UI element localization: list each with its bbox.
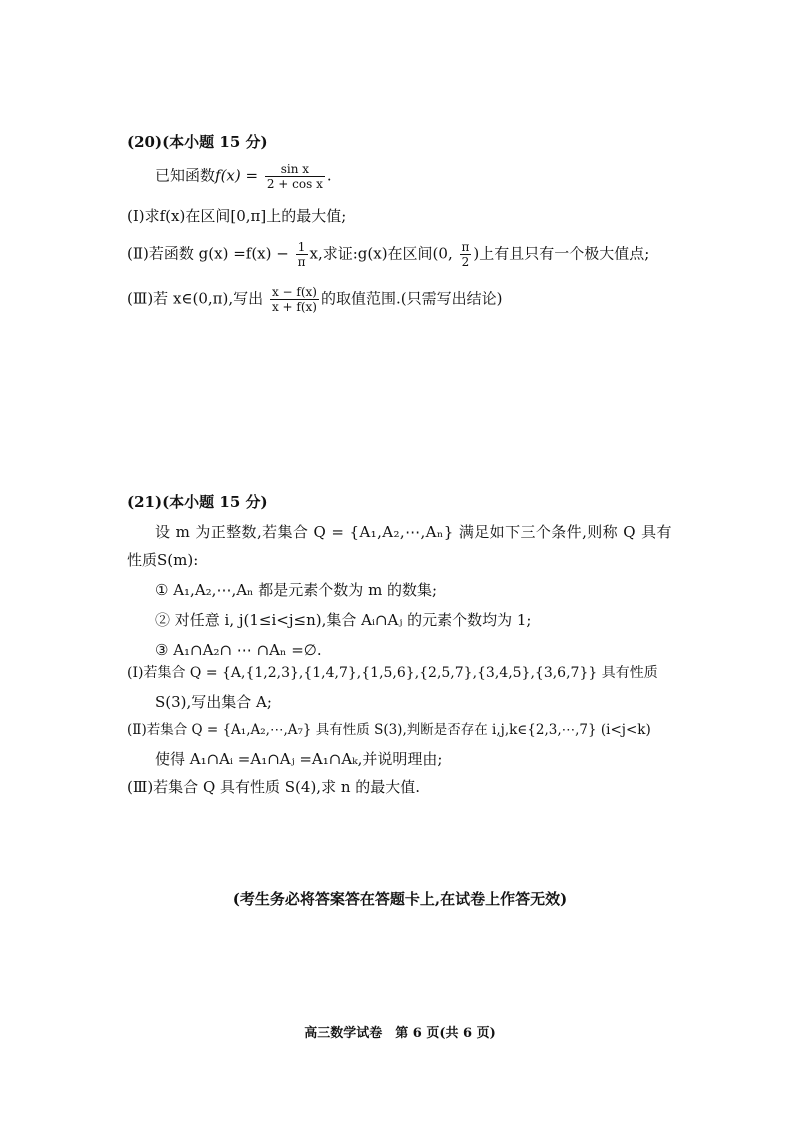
q20-part3-b: 的取值范围.(只需写出结论): [320, 289, 503, 308]
q20-func-den: 2 + cos x: [266, 177, 323, 191]
q21-header: (21)(本小题 15 分): [127, 493, 268, 511]
q20-part3: [127, 285, 502, 314]
q21-intro-line2: 性质S(m):: [127, 551, 199, 569]
page-footer: 高三数学试卷 第 6 页(共 6 页): [304, 1026, 496, 1041]
q20-func-fraction: [265, 162, 325, 191]
q20-part2-frac1-num: 1: [297, 240, 306, 254]
q20-intro-prefix: 已知函数: [155, 166, 216, 185]
q21-condition-3: ③ A₁∩A₂∩ ⋯ ∩Aₙ =∅.: [155, 641, 322, 659]
q21-condition-2: ② 对任意 i, j(1≤i<j≤n),集合 Aᵢ∩Aⱼ 的元素个数均为 1;: [155, 611, 532, 629]
q20-part2-frac2-num: π: [461, 240, 470, 254]
q21-condition-1: ① A₁,A₂,⋯,Aₙ 都是元素个数为 m 的数集;: [155, 581, 438, 599]
q21-part2-line2: 使得 A₁∩Aᵢ =A₁∩Aⱼ =A₁∩Aₖ,并说明理由;: [155, 750, 443, 768]
q20-func-num: sin x: [280, 162, 310, 176]
q21-part3: (Ⅲ)若集合 Q 具有性质 S(4),求 n 的最大值.: [127, 778, 421, 796]
q21-part2-line1: (Ⅱ)若集合 Q = {A₁,A₂,⋯,A₇} 具有性质 S(3),判断是否存在 i,j,k∈{2,3,⋯,7} (i<j<k): [127, 722, 651, 738]
q20-part2-a: (Ⅱ)若函数 g(x) =f(x) −: [127, 244, 289, 263]
q20-header: (20)(本小题 15 分): [127, 133, 268, 151]
q21-intro-line1: 设 m 为正整数,若集合 Q = {A₁,A₂,⋯,Aₙ} 满足如下三个条件,则称 Q 具有: [155, 523, 672, 541]
q20-part2-frac1-den: π: [297, 255, 306, 269]
q21-part1-line2: S(3),写出集合 A;: [155, 693, 272, 711]
q20-part3-frac-den: x + f(x): [271, 300, 317, 314]
q20-part2-b: x,求证:g(x)在区间(0,: [309, 244, 453, 263]
q20-part3-a: (Ⅲ)若 x∈(0,π),写出: [127, 289, 264, 308]
q20-part2-frac1: [296, 240, 308, 269]
q20-part2: [127, 240, 649, 269]
answer-notice: (考生务必将答案答在答题卡上,在试卷上作答无效): [232, 890, 568, 908]
q20-func-lhs: f(x) =: [215, 166, 259, 185]
q20-part2-frac2-den: 2: [460, 254, 472, 269]
q20-part3-frac: [270, 285, 319, 314]
q20-part3-frac-num: x − f(x): [271, 285, 317, 299]
q20-intro: 已知函数f(x) = $\frac{\text{sin x}}{\text{2 + cos x}}$ .: [155, 162, 332, 191]
q21-part1-line1: (Ⅰ)若集合 Q = {A,{1,2,3},{1,4,7},{1,5,6},{2,5,7},{3,4,5},{3,6,7}} 具有性质: [127, 665, 658, 681]
q20-part2-c: )上有且只有一个极大值点;: [473, 244, 650, 263]
q20-part1: (Ⅰ)求f(x)在区间[0,π]上的最大值;: [127, 207, 347, 225]
q20-part2-frac2: [460, 240, 472, 269]
